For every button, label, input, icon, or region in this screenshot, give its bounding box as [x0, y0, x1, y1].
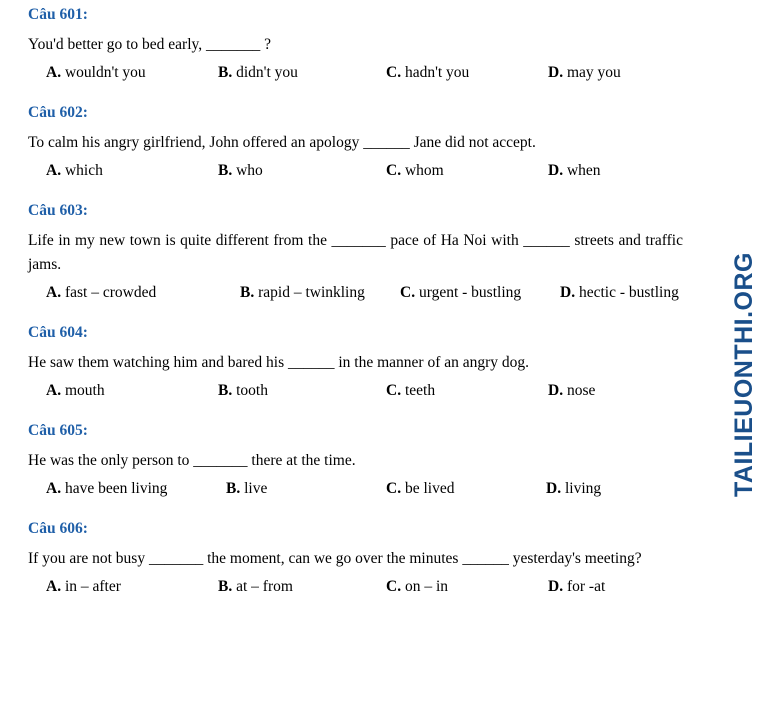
answer-option[interactable]	[218, 162, 386, 180]
question-number: Câu 606:	[28, 520, 88, 538]
answer-option-text: on – in	[404, 578, 449, 596]
question-block	[28, 324, 728, 400]
answer-option-letter: A.	[46, 284, 62, 302]
answer-option[interactable]	[386, 382, 548, 400]
answer-option[interactable]	[46, 382, 218, 400]
question-number: Câu 603:	[28, 202, 88, 220]
answer-option-letter: A.	[46, 480, 62, 498]
answer-option-text: may you	[566, 64, 621, 82]
question-number: Câu 604:	[28, 324, 88, 342]
answer-option-text: be lived	[404, 480, 455, 498]
answer-option[interactable]	[546, 480, 696, 498]
question-text: If you are not busy _______ the moment, can we go over the minutes ______ yesterday's meeting?	[28, 550, 642, 568]
answer-option[interactable]	[386, 578, 548, 596]
answer-option-text: hadn't you	[404, 64, 470, 82]
answer-option-text: living	[564, 480, 602, 498]
answer-option-text: at – from	[236, 578, 293, 596]
answer-options	[28, 284, 728, 302]
answer-option-letter: C.	[386, 162, 402, 180]
answer-option-letter: D.	[548, 64, 564, 82]
answer-option-letter: D.	[548, 382, 564, 400]
answer-option-letter: A.	[46, 382, 62, 400]
answer-option-letter: D.	[548, 578, 564, 596]
answer-option-letter: A.	[46, 162, 62, 180]
answer-option-letter: B.	[218, 382, 233, 400]
answer-option-letter: B.	[240, 284, 255, 302]
answer-option[interactable]	[46, 284, 240, 302]
question-text: Life in my new town is quite different from the _______ pace of Ha Noi with ______ streets and traffic jams.	[28, 232, 683, 274]
answer-option-letter: B.	[218, 162, 233, 180]
answer-option-letter: C.	[386, 578, 402, 596]
questions-container	[28, 6, 728, 596]
answer-option[interactable]	[386, 480, 546, 498]
answer-option-text: rapid – twinkling	[258, 284, 365, 302]
answer-option-text: live	[244, 480, 268, 498]
answer-option-text: when	[566, 162, 601, 180]
answer-option-text: wouldn't you	[64, 64, 146, 82]
answer-option-letter: B.	[218, 64, 233, 82]
answer-option-letter: D.	[560, 284, 576, 302]
answer-options	[28, 382, 728, 400]
answer-options	[28, 64, 728, 82]
answer-option[interactable]	[548, 64, 688, 82]
answer-option-letter: A.	[46, 578, 62, 596]
answer-option-letter: C.	[386, 382, 402, 400]
answer-option[interactable]	[218, 64, 386, 82]
answer-option-text: urgent - bustling	[418, 284, 522, 302]
question-number: Câu 602:	[28, 104, 88, 122]
question-text: He saw them watching him and bared his ______ in the manner of an angry dog.	[28, 354, 530, 372]
answer-option-text: which	[64, 162, 103, 180]
answer-option-text: for -at	[566, 578, 606, 596]
answer-option[interactable]	[226, 480, 386, 498]
question-number: Câu 605:	[28, 422, 88, 440]
answer-option-text: nose	[566, 382, 596, 400]
answer-option[interactable]	[46, 64, 218, 82]
answer-option-letter: B.	[226, 480, 241, 498]
question-text: To calm his angry girlfriend, John offered an apology ______ Jane did not accept.	[28, 134, 536, 152]
answer-option[interactable]	[400, 284, 560, 302]
answer-option[interactable]	[46, 480, 226, 498]
answer-option[interactable]	[46, 162, 218, 180]
question-block	[28, 422, 728, 498]
answer-option-letter: C.	[400, 284, 416, 302]
answer-option[interactable]	[386, 162, 548, 180]
answer-option-text: mouth	[64, 382, 105, 400]
answer-options	[28, 480, 728, 498]
answer-option[interactable]	[218, 382, 386, 400]
answer-option[interactable]	[46, 578, 218, 596]
answer-option[interactable]	[386, 64, 548, 82]
question-block	[28, 202, 728, 302]
question-block	[28, 6, 728, 82]
answer-option[interactable]	[218, 578, 386, 596]
question-block	[28, 104, 728, 180]
answer-option-letter: D.	[548, 162, 564, 180]
answer-option-text: didn't you	[236, 64, 298, 82]
answer-option-text: who	[236, 162, 263, 180]
answer-options	[28, 578, 728, 596]
answer-option-text: hectic - bustling	[578, 284, 679, 302]
answer-option-text: fast – crowded	[64, 284, 157, 302]
question-number: Câu 601:	[28, 6, 88, 23]
answer-option[interactable]	[560, 284, 710, 302]
answer-option[interactable]	[548, 382, 688, 400]
answer-option[interactable]	[548, 578, 688, 596]
answer-option-text: whom	[404, 162, 444, 180]
question-block	[28, 520, 728, 596]
answer-option-letter: C.	[386, 480, 402, 498]
answer-option-letter: B.	[218, 578, 233, 596]
answer-option-text: have been living	[64, 480, 168, 498]
answer-option[interactable]	[548, 162, 688, 180]
watermark-text: TAILIEUONTHI.ORG	[730, 252, 758, 498]
answer-option-text: tooth	[236, 382, 268, 400]
answer-option-letter: A.	[46, 64, 62, 82]
question-text: He was the only person to _______ there at the time.	[28, 452, 356, 470]
answer-option[interactable]	[240, 284, 400, 302]
question-text: You'd better go to bed early, _______ ?	[28, 36, 272, 53]
answer-options	[28, 162, 728, 180]
answer-option-letter: C.	[386, 64, 402, 82]
answer-option-letter: D.	[546, 480, 562, 498]
answer-option-text: teeth	[404, 382, 436, 400]
answer-option-text: in – after	[64, 578, 121, 596]
